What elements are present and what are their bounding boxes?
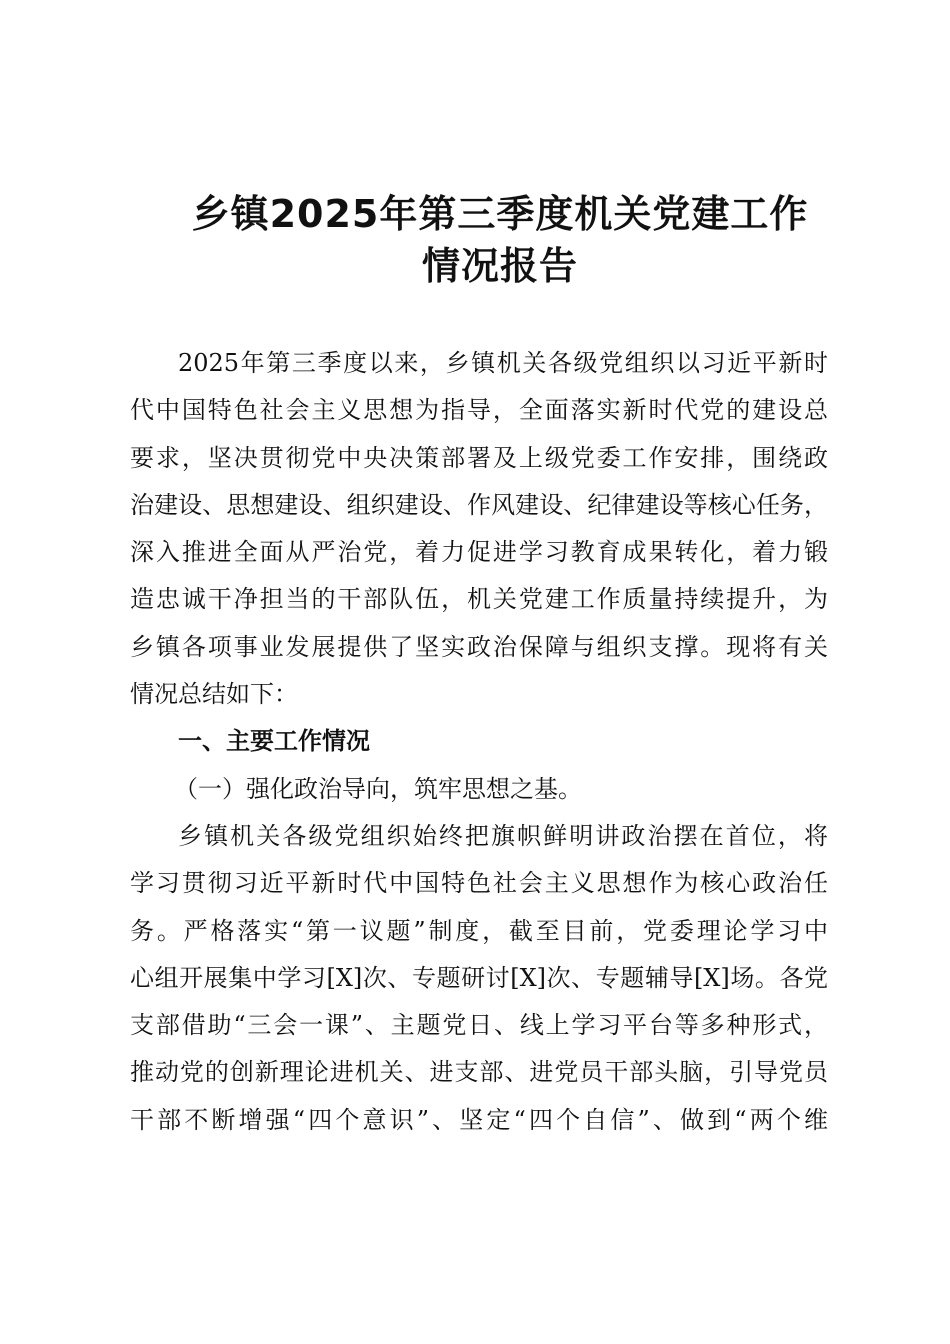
intro-line-1: 2025年第三季度以来，乡镇机关各级党组织以习近平新时: [178, 349, 828, 377]
intro-line-6: 造忠诚干净担当的干部队伍，机关党建工作质量持续提升，为: [130, 585, 828, 614]
document-body: [130, 340, 828, 1144]
title-line-1: 乡镇2025年第三季度机关党建工作: [191, 192, 809, 236]
section-line-5: 支部借助“三会一课”、主题党日、线上学习平台等多种形式，: [130, 1011, 828, 1040]
intro-line-3: 要求，坚决贯彻党中央决策部署及上级党委工作安排，围绕政: [130, 443, 828, 472]
section-line-3: 务。严格落实“第一议题”制度，截至目前，党委理论学习中: [130, 916, 828, 945]
document-title: [130, 188, 870, 292]
section-heading: 一、主要工作情况: [178, 727, 370, 756]
intro-line-5: 深入推进全面从严治党，着力促进学习教育成果转化，着力锻: [130, 538, 828, 567]
intro-line-8: 情况总结如下：: [130, 680, 298, 709]
section-line-2: 学习贯彻习近平新时代中国特色社会主义思想作为核心政治任: [130, 869, 828, 898]
subsection-heading: （一）强化政治导向，筑牢思想之基。: [174, 774, 582, 803]
section-line-6: 推动党的创新理论进机关、进支部、进党员干部头脑，引导党员: [130, 1058, 828, 1087]
intro-line-2: 代中国特色社会主义思想为指导，全面落实新时代党的建设总: [130, 396, 828, 425]
intro-line-7: 乡镇各项事业发展提供了坚实政治保障与组织支撑。现将有关: [130, 632, 828, 661]
section-line-7: 干部不断增强“四个意识”、坚定“四个自信”、做到“两个维: [130, 1105, 828, 1134]
section-line-1: 乡镇机关各级党组织始终把旗帜鲜明讲政治摆在首位，将: [178, 821, 828, 850]
intro-line-4: 治建设、思想建设、组织建设、作风建设、纪律建设等核心任务，: [130, 490, 828, 519]
title-line-2: 情况报告: [421, 244, 578, 288]
section-line-4: 心组开展集中学习[X]次、专题研讨[X]次、专题辅导[X]场。各党: [130, 963, 828, 992]
